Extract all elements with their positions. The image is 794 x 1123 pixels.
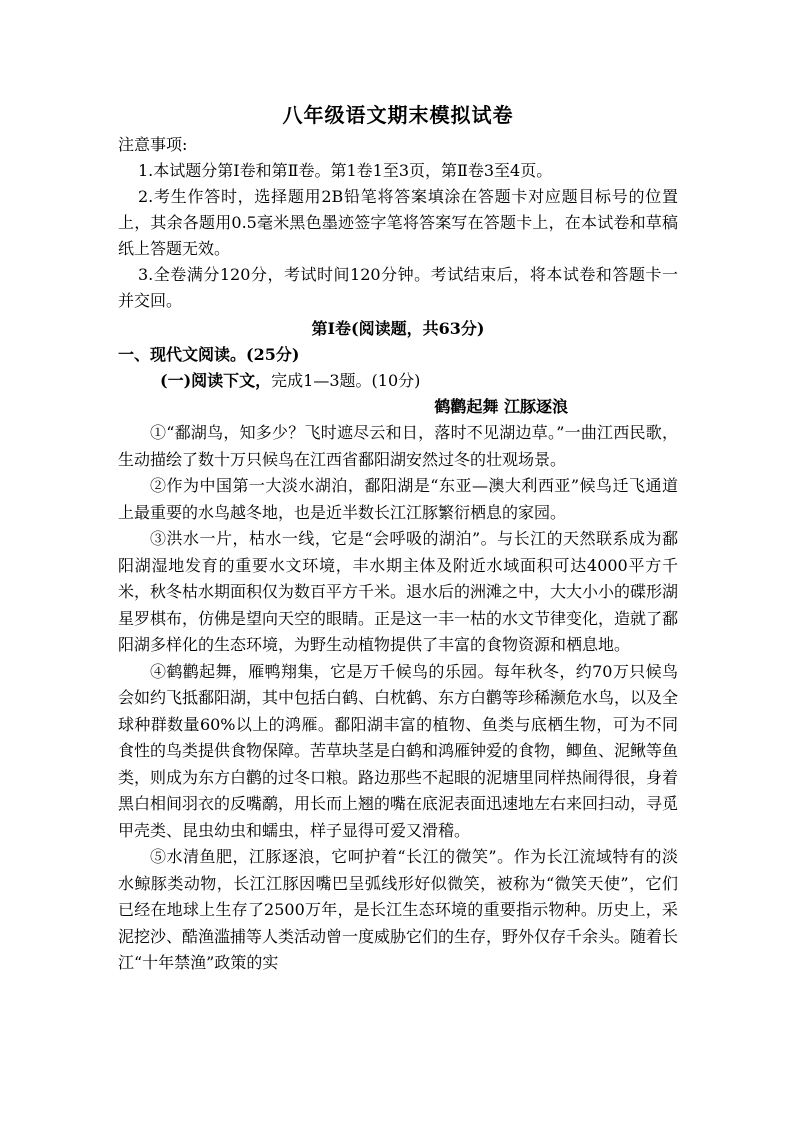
- article-paragraph-1: ①“鄱湖鸟，知多少？飞时遮尽云和日，落时不见湖边草。”一曲江西民歌，生动描绘了数十万只候鸟在江西省鄱阳湖安然过冬的壮观场景。: [118, 423, 678, 469]
- page-title: 八年级语文期末模拟试卷: [282, 103, 514, 127]
- note-item-1: 1.本试题分第Ⅰ卷和第Ⅱ卷。第1卷1至3页，第Ⅱ卷3至4页。: [138, 161, 553, 180]
- article-title: 鹤鹳起舞 江豚逐浪: [434, 397, 568, 416]
- note-item-3: 3.全卷满分120分，考试时间120分钟。考试结束后，将本试卷和答题卡一并交回。: [118, 265, 678, 310]
- article-paragraph-4: ④鹤鹳起舞，雁鸭翔集，它是万千候鸟的乐园。每年秋冬，约70万只候鸟会如约飞抵鄱阳湖，其中包括白鹤、白枕鹤、东方白鹳等珍稀濒危水鸟，以及全球种群数量60%以上的鸿雁。鄱阳湖丰富的植物、鱼类与底栖生物，可为不同食性的鸟类提供食物保障。苦草块茎是白鹤和鸿雁钟爱的食物，鲫鱼、泥鳅等鱼类，则成为东方白鹳的过冬口粮。路边那些不起眼的泥塘里同样热闹得很，身着黑白相间羽衣的反嘴鹬，用长而上翘的嘴在底泥表面迅速地左右来回扫动，寻觅甲壳类、昆虫幼虫和蠕虫，样子显得可爱又滑稽。: [118, 661, 679, 840]
- sub-question-bold: (一)阅读下文，: [160, 371, 272, 390]
- exam-page: [118, 100, 678, 977]
- note-item-2: 2.考生作答时，选择题用2B铅笔将答案填涂在答题卡对应题目标号的位置上，其余各题用0.5毫米黑色墨迹签字笔将答案写在答题卡上，在本试卷和草稿纸上答题无效。: [118, 187, 678, 258]
- part-one-heading: 一、现代文阅读。(25分): [118, 345, 300, 364]
- article-paragraph-5: ⑤水清鱼肥，江豚逐浪，它呵护着“长江的微笑”。作为长江流域特有的淡水鲸豚类动物，长江江豚因嘴巴呈弧线形好似微笑，被称为“微笑天使”，它们已经在地球上生存了2500万年，是长江生态环境的重要指示物种。历史上，采泥挖沙、酷渔滥捕等人类活动曾一度威胁它们的生存，野外仅存千余头。随着长江“十年禁渔”政策的实: [118, 847, 679, 972]
- notes-heading: 注意事项:: [118, 135, 188, 154]
- sub-question-rest: 完成1—3题。(10分): [271, 371, 421, 390]
- section-title: 第Ⅰ卷(阅读题，共63分): [311, 319, 485, 338]
- article-paragraph-2: ②作为中国第一大淡水湖泊，鄱阳湖是“东亚—澳大利西亚”候鸟迁飞通道上最重要的水鸟越冬地，也是近半数长江江豚繁衍栖息的家园。: [118, 476, 678, 522]
- sub-question-heading: [118, 368, 678, 394]
- article-paragraph-3: ③洪水一片，枯水一线，它是“会呼吸的湖泊”。与长江的天然联系成为鄱阳湖湿地发育的重要水文环境，丰水期主体及附近水域面积可达4000平方千米，秋冬枯水期面积仅为数百平方千米。退水后的洲滩之中，大大小小的碟形湖星罗棋布，仿佛是望向天空的眼睛。正是这一丰一枯的水文节律变化，造就了鄱阳湖多样化的生态环境，为野生动植物提供了丰富的食物资源和栖息地。: [118, 529, 679, 654]
